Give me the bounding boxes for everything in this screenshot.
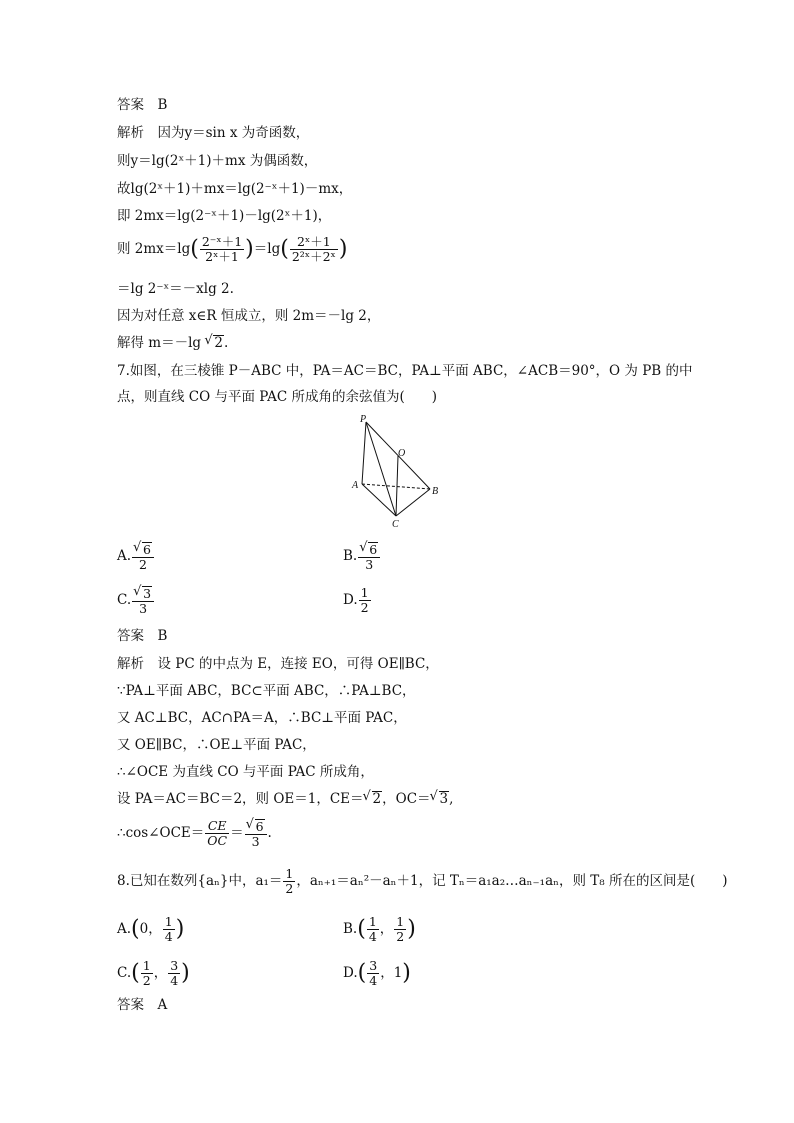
edge-PA [362,422,366,484]
segment-OC [396,456,398,516]
q7-analysis-line-2: ∵PA⊥平面 ABC，BC⊂平面 ABC，∴PA⊥BC， [117,683,416,699]
q6-fraction-1: $\frac{\text{2⁻ˣ＋1}}{\text{2ˣ＋1}}$ [201,234,243,264]
q7-stem-line-2: 点，则直线 CO 与平面 PAC 所成角的余弦值为( ) [117,389,438,405]
q7-analysis-label: 解析 [117,656,144,672]
q6-analysis-line-8: 解得 m＝－lg √ 2. [117,334,228,352]
q7-analysis-line-4: 又 OE∥BC，∴OE⊥平面 PAC， [117,737,316,753]
q8-option-c[interactable]: C.( $\frac{1}{2}$ ， $\frac{3}{4}$ ) [117,958,190,988]
q7-stem-line-1: 7.如图，在三棱锥 P－ABC 中，PA＝AC＝BC，PA⊥平面 ABC，∠ACB＝90°，O 为 PB 的中 [117,363,693,379]
q6-sqrt: √ 2 [213,335,224,350]
q7-analysis-line-5: ∴∠OCE 为直线 CO 与平面 PAC 所成角， [117,764,374,780]
q7-option-c[interactable]: C. √ $\frac{3}{3}$ [117,582,155,618]
q7-option-a[interactable]: A. √ $\frac{6}{2}$ [117,538,155,574]
label-B: B [432,486,439,497]
q7-option-d[interactable]: D. $\frac{1}{2}$ [343,585,369,615]
q8-option-b[interactable]: B.( $\frac{1}{4}$ ， $\frac{1}{2}$ ) [343,914,416,944]
label-A: A [352,480,359,491]
q8-option-a[interactable]: A.(0， $\frac{1}{4}$ ) [117,914,185,944]
label-P: P [360,414,367,425]
q7-analysis-line-6: 设 PA＝AC＝BC＝2，则 OE＝1，CE＝√ 2，OC＝√ 3, [117,790,453,808]
q6-analysis-line-3: 故lg(2ˣ＋1)＋mx＝lg(2⁻ˣ＋1)－mx， [117,181,353,197]
q6-analysis-label: 解析 [117,125,144,141]
q8-answer: 答案 A [117,997,168,1013]
q7-analysis-line-1: 解析 设 PC 的中点为 E，连接 EO，可得 OE∥BC， [117,656,439,672]
q7-option-b[interactable]: B. √ $\frac{6}{3}$ [343,538,381,574]
q6-analysis-line-6: ＝lg 2⁻ˣ＝－xlg 2. [117,281,234,297]
q7-analysis-line-7: ∴cos∠OCE＝ $\frac{CE}{OC}$ ＝ √ $\frac{6}{3}$ . [117,815,272,851]
label-O: O [398,448,406,459]
q8-stem: 8.已知在数列{aₙ}中，a₁＝ $\frac{1}{2}$ ，aₙ₊₁＝aₙ²－aₙ＋1，记 Tₙ＝a₁a₂…aₙ₋₁aₙ，则 T₈ 所在的区间是( ) [117,866,728,896]
q7-answer: 答案 B [117,628,168,644]
q7-analysis-line-3: 又 AC⊥BC，AC∩PA＝A，∴BC⊥平面 PAC， [117,710,407,726]
q6-analysis-line-4: 即 2mx＝lg(2⁻ˣ＋1)－lg(2ˣ＋1)， [117,208,332,224]
edge-CB [396,489,430,516]
q6-analysis-line-2: 则y＝lg(2ˣ＋1)＋mx 为偶函数， [117,153,318,169]
q7-tetrahedron-figure [350,412,450,532]
q6-analysis-line-7: 因为对任意 x∈R 恒成立，则 2m＝－lg 2， [117,308,381,324]
q6-answer: 答案 B [117,97,168,113]
edge-AB-hidden [362,484,430,489]
label-C: C [392,519,399,530]
q6-analysis-line-1: 解析 因为y＝sin x 为奇函数， [117,125,310,141]
q6-analysis-line-5: 则 2mx＝lg( $\frac{\text{2⁻ˣ＋1}}{\text{2ˣ＋1}}$ )＝lg( $\frac{\text{2ˣ＋1}}{\text{2²ˣ＋2ˣ}}$ ) [117,234,348,264]
q8-option-d[interactable]: D.( $\frac{3}{4}$ ，1) [343,958,411,988]
q6-fraction-2: $\frac{\text{2ˣ＋1}}{\text{2²ˣ＋2ˣ}}$ [291,234,336,264]
